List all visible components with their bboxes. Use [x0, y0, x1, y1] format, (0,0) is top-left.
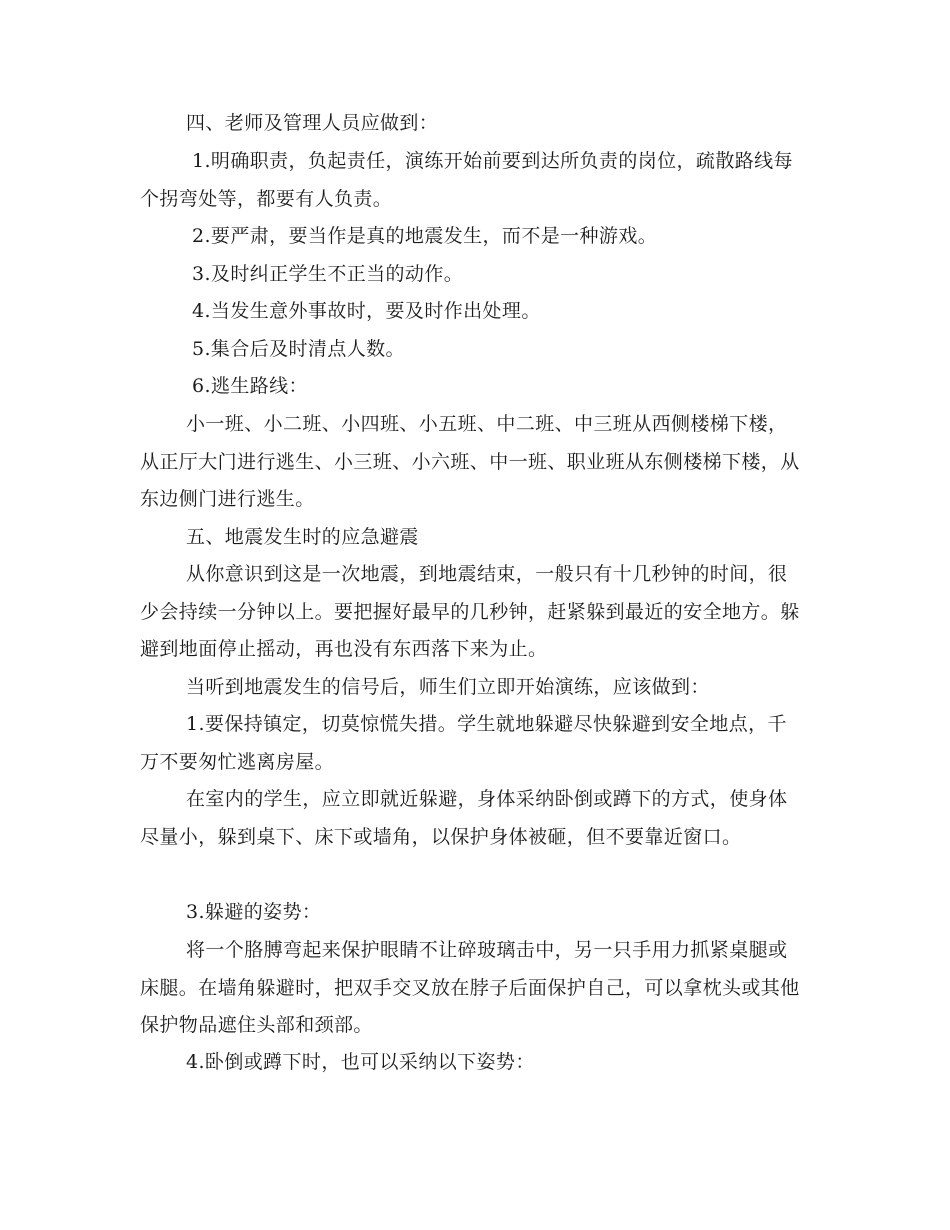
section-heading-teachers: 四、老师及管理人员应做到： [186, 112, 439, 134]
paragraph-escape-route-details: 小一班、小二班、小四班、小五班、中二班、中三班从西侧楼梯下楼，从正厅大门进行逃生、小三班、小六班、中一班、职业班从东侧楼梯下楼，从东边侧门进行逃生。 [140, 413, 800, 511]
section-heading-emergency: 五、地震发生时的应急避震 [186, 526, 419, 548]
paragraph-earthquake-duration: 从你意识到这是一次地震，到地震结束，一般只有十几秒钟的时间，很少会持续一分钟以上。要把握好最早的几秒钟，赶紧躲到最近的安全地方。躲避到地面停止摇动，再也没有东西落下来为止。 [140, 563, 800, 661]
list-item-escape-route: 6.逃生路线： [192, 375, 308, 397]
list-item-stay-calm: 1.要保持镇定，切莫惊慌失措。学生就地躲避尽快躲避到安全地点，千万不要匆忙逃离房屋。 [140, 713, 787, 773]
list-item-headcount: 5.集合后及时清点人数。 [192, 338, 405, 360]
list-item-responsibility: 1.明确职责，负起责任，演练开始前要到达所负责的岗位，疏散路线每个拐弯处等，都要有人负责。 [140, 150, 793, 210]
list-item-serious: 2.要严肃，要当作是真的地震发生，而不是一种游戏。 [192, 225, 658, 247]
list-item-accident-handling: 4.当发生意外事故时，要及时作出处理。 [192, 300, 541, 322]
paragraph-indoor-students: 在室内的学生，应立即就近躲避，身体采纳卧倒或蹲下的方式，使身体尽量小，躲到桌下、床下或墙角，以保护身体被砸，但不要靠近窗口。 [140, 788, 788, 848]
list-item-correct-actions: 3.及时纠正学生不正当的动作。 [192, 263, 464, 285]
paragraph-posture-details: 将一个胳膊弯起来保护眼睛不让碎玻璃击中，另一只手用力抓紧桌腿或床腿。在墙角躲避时，把双手交叉放在脖子后面保护自己，可以拿枕头或其他保护物品遮住头部和颈部。 [140, 939, 800, 1037]
list-item-lying-squatting: 4.卧倒或蹲下时，也可以采纳以下姿势： [186, 1051, 535, 1073]
paragraph-drill-signal: 当听到地震发生的信号后，师生们立即开始演练，应该做到： [186, 676, 710, 698]
list-item-posture: 3.躲避的姿势： [186, 901, 322, 923]
